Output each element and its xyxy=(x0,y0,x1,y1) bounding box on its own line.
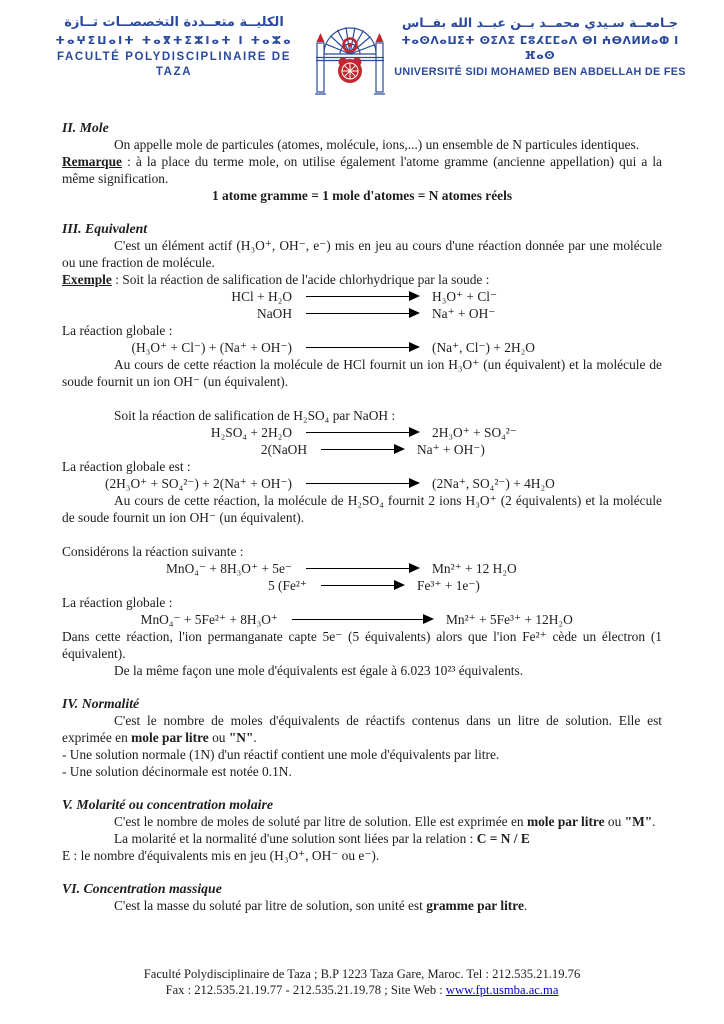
university-name-tifinagh: ⵜⴰⵙⴷⴰⵡⵉⵜ ⵙⵉⴷⵉ ⵎⵓⵃⵎⵎⴰⴷ ⴱⵏ ⵄⴱⴷⵍⵍⴰⵀ ⵏ ⴼⴰⵙ xyxy=(401,34,679,62)
redox-intro: Considérons la réaction suivante : xyxy=(62,544,244,559)
mole-remark xyxy=(62,153,662,187)
reaction-arrow-icon xyxy=(306,347,418,349)
letterhead-left xyxy=(38,14,310,80)
equation-lhs: (H₃O⁺ + Cl⁻) + (Na⁺ + OH⁻) xyxy=(131,340,292,355)
section-heading-mole: II. Mole xyxy=(62,120,109,135)
global-reaction-label: La réaction globale : xyxy=(62,595,173,610)
document-body xyxy=(0,105,724,914)
section-heading-equivalent: III. Equivalent xyxy=(62,221,148,236)
h2so4-equivalents-comment: Au cours de cette réaction, la molécule de H₂SO₄ fournit 2 ions H₃O⁺ (2 équivalents) et la molécule de soude fournit un ion OH⁻ (un équivalent). xyxy=(62,493,662,525)
reaction-arrow-icon xyxy=(321,449,403,451)
reaction-arrow-icon xyxy=(306,296,418,298)
section-heading-massique: VI. Concentration massique xyxy=(62,881,222,896)
relation-formula: C = N / E xyxy=(476,831,530,846)
text-segment-bold: "M" xyxy=(624,814,653,829)
avogadro-comment: De la même façon une mole d'équivalents est égale à 6.023 10²³ équivalents. xyxy=(114,663,524,678)
normalite-definition xyxy=(62,712,662,746)
university-name-arabic: جـامعــة سـيدي محمــد بــن عبــد الله بفــاس xyxy=(402,15,678,30)
letterhead-right xyxy=(390,14,690,80)
section-heading-molarite: V. Molarité ou concentration molaire xyxy=(62,797,273,812)
reaction-arrow-icon xyxy=(292,619,432,621)
normal-solution-note: - Une solution normale (1N) d'un réactif contient une mole d'équivalents par litre. xyxy=(62,747,500,762)
equation-lhs: HCl + H₂O xyxy=(231,289,292,304)
equivalents-count-note: E : le nombre d'équivalents mis en jeu (H₃O⁺, OH⁻ ou e⁻). xyxy=(62,848,380,863)
text-segment: C'est la masse du soluté par litre de solution, son unité est xyxy=(114,898,427,913)
equation-lhs: NaOH xyxy=(257,306,292,321)
exemple-label: Exemple xyxy=(62,272,112,287)
molarite-definition xyxy=(62,813,662,830)
text-segment-bold: "N" xyxy=(228,730,254,745)
remarque-label: Remarque xyxy=(62,154,123,169)
text-segment: . xyxy=(652,814,656,829)
text-segment: C'est le nombre de moles d'équivalents de réactifs contenus dans un litre de solution. Elle est exprimée en xyxy=(62,713,662,745)
decinormal-solution-note: - Une solution décinormale est notée 0.1N. xyxy=(62,764,292,779)
website-link[interactable]: www.fpt.usmba.ac.ma xyxy=(445,983,559,997)
global-reaction-label: La réaction globale : xyxy=(62,323,173,338)
text-segment-bold: gramme par litre xyxy=(426,898,524,913)
equation-rhs: H₃O⁺ + Cl⁻ xyxy=(432,289,498,304)
remarque-text: : à la place du terme mole, on utilise également l'atome gramme (ancienne appellation) qui a la même signification. xyxy=(62,154,662,186)
redox-equivalents-comment: Dans cette réaction, l'ion permanganate capte 5e⁻ (5 équivalents) alors que l'ion Fe²⁺ cède un électron (1 équivalent). xyxy=(62,629,662,661)
faculty-name-tifinagh: ⵜⴰⵖⵉⵡⴰⵏⵜ ⵜⴰⴳⵜⵉⵣⵏⴰⵜ ⵏ ⵜⴰⵣⴰ xyxy=(55,34,293,47)
equation-lhs: 2(NaOH xyxy=(260,442,307,457)
h2so4-intro: Soit la réaction de salification de H₂SO₄ par NaOH : xyxy=(114,408,396,423)
equation-global-h2so4-naoh xyxy=(62,475,662,492)
equation-hcl-water xyxy=(62,288,662,305)
equation-rhs: Mn²⁺ + 5Fe³⁺ + 12H₂O xyxy=(446,612,573,627)
mole-identity-formula: 1 atome gramme = 1 mole d'atomes = N atomes réels xyxy=(211,188,513,203)
equation-rhs: (2Na⁺, SO₄²⁻) + 4H₂O xyxy=(432,476,555,491)
global-reaction-label: La réaction globale est : xyxy=(62,459,191,474)
text-segment-bold: mole par litre xyxy=(526,814,605,829)
equation-h2so4 xyxy=(62,424,662,441)
equation-rhs: Fe³⁺ + 1e⁻) xyxy=(417,578,480,593)
equation-rhs: Mn²⁺ + 12 H₂O xyxy=(432,561,517,576)
equation-rhs: (Na⁺, Cl⁻) + 2H₂O xyxy=(432,340,535,355)
university-name-french: UNIVERSITÉ SIDI MOHAMED BEN ABDELLAH DE FES xyxy=(394,66,686,78)
reaction-arrow-icon xyxy=(306,432,418,434)
equation-lhs: 5 (Fe²⁺ xyxy=(268,578,307,593)
equation-fe xyxy=(62,577,662,594)
text-segment: . xyxy=(523,898,528,913)
equation-2naoh xyxy=(62,441,662,458)
equivalent-example-intro xyxy=(62,271,662,288)
massique-definition xyxy=(62,897,662,914)
equivalent-definition: C'est un élément actif (H₃O⁺, OH⁻, e⁻) mis en jeu au cours d'une réaction donnée par une molécule ou une fraction de molécule. xyxy=(62,238,662,270)
equation-rhs: 2H₃O⁺ + SO₄²⁻ xyxy=(432,425,517,440)
footer-contact-line xyxy=(0,982,724,998)
equation-global-redox xyxy=(62,611,662,628)
faculty-name-french: FACULTÉ POLYDISCIPLINAIRE DE TAZA xyxy=(57,51,291,78)
text-segment: ou xyxy=(208,730,229,745)
blank-line xyxy=(62,526,662,543)
molarite-relation xyxy=(62,830,662,847)
equation-rhs: Na⁺ + OH⁻) xyxy=(417,442,485,457)
footer-address-line: Faculté Polydisciplinaire de Taza ; B.P 1223 Taza Gare, Maroc. Tel : 212.535.21.19.76 xyxy=(143,967,581,981)
equation-mno4 xyxy=(62,560,662,577)
text-segment: . xyxy=(253,730,257,745)
text-segment: ou xyxy=(604,814,625,829)
exemple-text: : Soit la réaction de salification de l'acide chlorhydrique par la soude : xyxy=(111,272,490,287)
letterhead xyxy=(0,0,724,105)
text-segment: C'est le nombre de moles de soluté par litre de solution. Elle est exprimée en xyxy=(114,814,527,829)
section-heading-normalite: IV. Normalité xyxy=(62,696,140,711)
equation-lhs: H₂SO₄ + 2H₂O xyxy=(210,425,292,440)
equation-naoh xyxy=(62,305,662,322)
text-segment: La molarité et la normalité d'une solution sont liées par la relation : xyxy=(114,831,477,846)
equation-lhs: MnO₄⁻ + 5Fe²⁺ + 8H₃O⁺ xyxy=(140,612,278,627)
page-footer xyxy=(0,966,724,998)
footer-fax-text: Fax : 212.535.21.19.77 - 212.535.21.19.78 ; Site Web : xyxy=(165,983,446,997)
university-logo xyxy=(310,14,390,105)
reaction-arrow-icon xyxy=(306,483,418,485)
reaction-arrow-icon xyxy=(321,585,403,587)
mole-definition: On appelle mole de particules (atomes, molécule, ions,...) un ensemble de N particules identiques. xyxy=(114,137,640,152)
equation-rhs: Na⁺ + OH⁻ xyxy=(432,306,496,321)
equation-global-hcl-naoh xyxy=(62,339,662,356)
blank-line xyxy=(62,390,662,407)
hcl-equivalents-comment: Au cours de cette réaction la molécule de HCl fournit un ion H₃O⁺ (un équivalent) et la molécule de soude fournit un ion OH⁻ (un équivalent). xyxy=(62,357,662,389)
equation-lhs: MnO₄⁻ + 8H₃O⁺ + 5e⁻ xyxy=(166,561,292,576)
reaction-arrow-icon xyxy=(306,313,418,315)
equation-lhs: (2H₃O⁺ + SO₄²⁻) + 2(Na⁺ + OH⁻) xyxy=(104,476,292,491)
text-segment-bold: mole par litre xyxy=(131,730,209,745)
faculty-name-arabic: الكليــة متعــددة التخصصــات تــازة xyxy=(64,15,284,30)
reaction-arrow-icon xyxy=(306,568,418,570)
university-emblem-icon xyxy=(310,16,390,100)
